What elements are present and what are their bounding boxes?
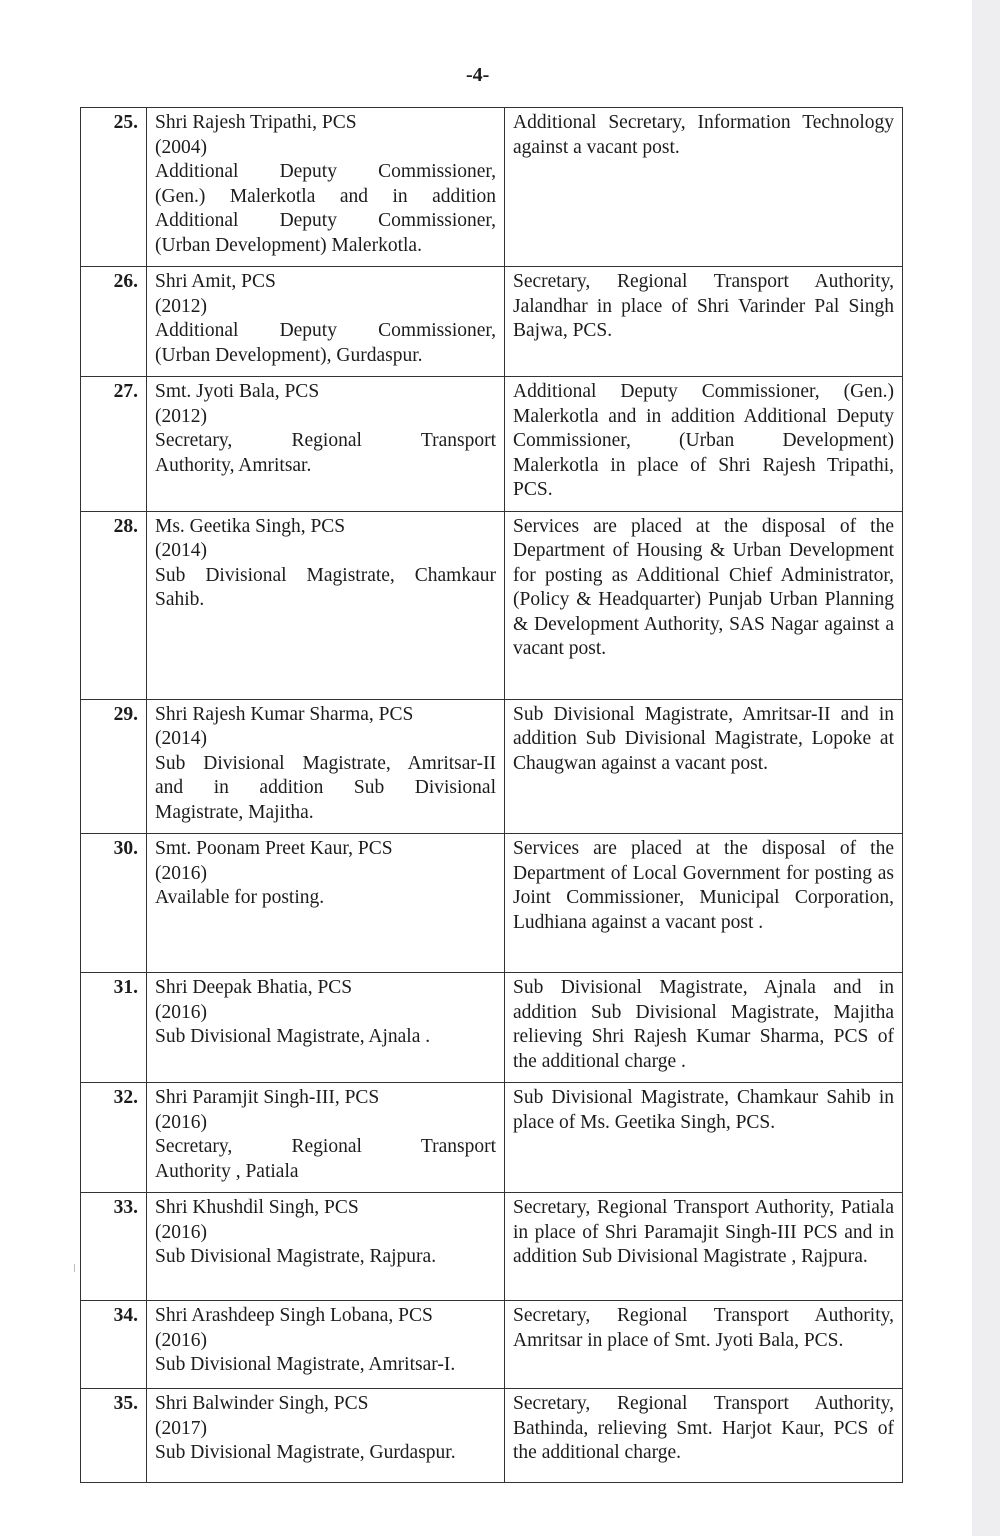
new-posting: Sub Divisional Magistrate, Chamkaur Sahib in place of Ms. Geetika Singh, PCS. <box>505 1083 903 1193</box>
current-posting-line: Sub Divisional Magistrate, Gurdaspur. <box>155 1442 456 1463</box>
officer-name: Shri Rajesh Kumar Sharma, PCS <box>155 703 414 725</box>
batch-year: (2004) <box>155 136 207 158</box>
scan-mark <box>74 1264 75 1272</box>
batch-year: (2014) <box>155 540 207 561</box>
officer-cell <box>147 699 505 834</box>
table-row <box>81 699 903 834</box>
officer-cell <box>147 108 505 267</box>
current-posting-line: Authority, Amritsar. <box>155 454 312 476</box>
new-posting: Additional Deputy Commissioner, (Gen.) Malerkotla and in addition Additional Deputy Commissioner, (Urban Development) Malerkotla in place of Shri Rajesh Tripathi, PCS. <box>505 377 903 512</box>
serial-number: 35. <box>81 1389 147 1483</box>
officer-cell <box>147 377 505 512</box>
batch-year: (2012) <box>155 295 207 317</box>
new-posting: Secretary, Regional Transport Authority, Bathinda, relieving Smt. Harjot Kaur, PCS of the additional charge. <box>505 1389 903 1483</box>
table-row <box>81 973 903 1083</box>
new-posting: Additional Secretary, Information Technology against a vacant post. <box>505 108 903 267</box>
officer-name: Shri Deepak Bhatia, PCS <box>155 977 353 998</box>
viewer-side-strip <box>972 0 1000 1536</box>
new-posting: Secretary, Regional Transport Authority, Jalandhar in place of Shri Varinder Pal Singh Bajwa, PCS. <box>505 267 903 377</box>
officer-cell <box>147 511 505 699</box>
officer-cell <box>147 1301 505 1389</box>
current-posting-line: Sub Divisional Magistrate, Amritsar-I. <box>155 1354 456 1375</box>
current-posting-line: Magistrate, Majitha. <box>155 801 314 823</box>
current-posting-line: Additional Deputy Commissioner, <box>155 210 496 231</box>
new-posting: Secretary, Regional Transport Authority, Patiala in place of Shri Paramajit Singh-III PCS and in addition Sub Divisional Magistrate , Rajpura. <box>505 1193 903 1301</box>
new-posting: Services are placed at the disposal of the Department of Housing & Urban Development for posting as Additional Chief Administrator, (Policy & Headquarter) Punjab Urban Planning & Development Authority, SAS Nagar against a vacant post. <box>505 511 903 699</box>
current-posting-line: Secretary, Regional Transport <box>155 1136 496 1157</box>
batch-year: (2016) <box>155 1221 207 1243</box>
serial-number: 32. <box>81 1083 147 1193</box>
batch-year: (2016) <box>155 862 207 884</box>
serial-number: 28. <box>81 511 147 699</box>
current-posting-line: Additional Deputy Commissioner, <box>155 320 496 341</box>
new-posting: Services are placed at the disposal of the Department of Local Government for posting as Joint Commissioner, Municipal Corporation, Ludhiana against a vacant post . <box>505 834 903 973</box>
current-posting-line: Additional Deputy Commissioner, <box>155 161 496 182</box>
table-row <box>81 1301 903 1389</box>
current-posting-line: Sub Divisional Magistrate, Amritsar-II <box>155 752 496 774</box>
current-posting-line: Sub Divisional Magistrate, Rajpura. <box>155 1246 437 1267</box>
table-row <box>81 377 903 512</box>
batch-year: (2016) <box>155 1001 207 1023</box>
serial-number: 33. <box>81 1193 147 1301</box>
table-row <box>81 511 903 699</box>
page-number: -4- <box>466 64 490 86</box>
transfer-postings-table <box>80 107 903 1483</box>
officer-cell <box>147 1193 505 1301</box>
batch-year: (2016) <box>155 1111 207 1133</box>
officer-name: Ms. Geetika Singh, PCS <box>155 515 346 537</box>
officer-name: Shri Balwinder Singh, PCS <box>155 1393 369 1414</box>
batch-year: (2012) <box>155 405 207 427</box>
current-posting-line: (Urban Development) Malerkotla. <box>155 234 422 256</box>
current-posting-line: Available for posting. <box>155 887 325 908</box>
officer-cell <box>147 267 505 377</box>
batch-year: (2014) <box>155 728 207 749</box>
table-row <box>81 1193 903 1301</box>
serial-number: 25. <box>81 108 147 267</box>
officer-name: Shri Arashdeep Singh Lobana, PCS <box>155 1305 433 1326</box>
serial-number: 29. <box>81 699 147 834</box>
table-row <box>81 267 903 377</box>
batch-year: (2017) <box>155 1417 207 1439</box>
new-posting: Sub Divisional Magistrate, Ajnala and in addition Sub Divisional Magistrate, Majitha relieving Shri Rajesh Kumar Sharma, PCS of the additional charge . <box>505 973 903 1083</box>
new-posting: Sub Divisional Magistrate, Amritsar-II and in addition Sub Divisional Magistrate, Lopoke at Chaugwan against a vacant post. <box>505 699 903 834</box>
serial-number: 31. <box>81 973 147 1083</box>
officer-name: Smt. Jyoti Bala, PCS <box>155 381 320 402</box>
current-posting-line: Secretary, Regional Transport <box>155 430 496 451</box>
serial-number: 30. <box>81 834 147 973</box>
current-posting-line: Sub Divisional Magistrate, Chamkaur <box>155 564 496 586</box>
serial-number: 27. <box>81 377 147 512</box>
table-row <box>81 1389 903 1483</box>
current-posting-line: and in addition Sub Divisional <box>155 777 496 798</box>
table-row <box>81 108 903 267</box>
officer-cell <box>147 834 505 973</box>
current-posting-line: (Gen.) Malerkotla and in addition <box>155 185 496 207</box>
new-posting: Secretary, Regional Transport Authority, Amritsar in place of Smt. Jyoti Bala, PCS. <box>505 1301 903 1389</box>
current-posting-line: (Urban Development), Gurdaspur. <box>155 344 423 366</box>
officer-name: Shri Amit, PCS <box>155 271 276 292</box>
current-posting-line: Sahib. <box>155 589 205 610</box>
batch-year: (2016) <box>155 1329 207 1351</box>
serial-number: 34. <box>81 1301 147 1389</box>
officer-name: Shri Khushdil Singh, PCS <box>155 1197 359 1218</box>
officer-name: Shri Paramjit Singh-III, PCS <box>155 1087 380 1108</box>
officer-name: Smt. Poonam Preet Kaur, PCS <box>155 838 393 859</box>
table-body <box>81 108 903 1483</box>
officer-cell <box>147 1083 505 1193</box>
table-row <box>81 834 903 973</box>
officer-cell <box>147 973 505 1083</box>
officer-cell <box>147 1389 505 1483</box>
serial-number: 26. <box>81 267 147 377</box>
officer-name: Shri Rajesh Tripathi, PCS <box>155 112 357 133</box>
table-row <box>81 1083 903 1193</box>
current-posting-line: Sub Divisional Magistrate, Ajnala . <box>155 1026 431 1047</box>
current-posting-line: Authority , Patiala <box>155 1160 299 1182</box>
